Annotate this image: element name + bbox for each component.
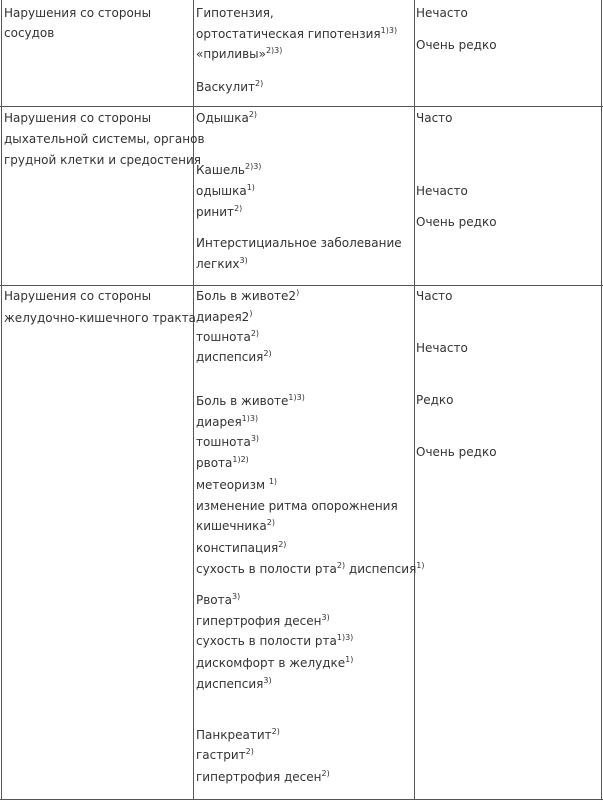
- effect-item: ринит$^{2)}$: [196, 204, 243, 219]
- effect-item: тошнота$^{2)}$: [196, 329, 260, 344]
- effect-item: тошнота$^{3)}$: [196, 434, 260, 449]
- effect-item: сухость в полости рта$^{2)}$ диспепсия$^{1)}$: [196, 561, 425, 576]
- column-divider-1: [193, 0, 194, 800]
- frequency-label: Очень редко: [416, 38, 497, 52]
- frequency-label: Редко: [416, 393, 454, 407]
- effect-item: констипация$^{2)}$: [196, 540, 287, 555]
- frequency-label: Очень редко: [416, 215, 497, 229]
- effect-item: легких$^{3)}$: [196, 256, 248, 271]
- effect-item: диспепсия$^{2)}$: [196, 349, 272, 364]
- effect-item: гастрит$^{2)}$: [196, 747, 254, 762]
- effect-item: Панкреатит$^{2)}$: [196, 727, 280, 742]
- effect-item: Рвота$^{3)}$: [196, 592, 241, 607]
- frequency-label: Часто: [416, 111, 453, 125]
- effect-item: рвота$^{1)2)}$: [196, 455, 249, 470]
- organ-class-label: Нарушения со стороны: [4, 111, 152, 125]
- effect-item: метеоризм $^{1)}$: [196, 477, 278, 492]
- column-divider-2: [414, 0, 415, 800]
- effect-item: кишечника$^{2)}$: [196, 518, 275, 533]
- row-divider-2: [0, 285, 603, 286]
- effect-item: Васкулит$^{2)}$: [196, 79, 264, 94]
- effect-item: Гипотензия,: [196, 6, 274, 20]
- effect-item: гипертрофия десен$^{2)}$: [196, 769, 330, 784]
- frequency-label: Часто: [416, 289, 453, 303]
- effect-item: диспепсия$^{3)}$: [196, 676, 272, 691]
- effect-item: Кашель$^{2)3)}$: [196, 162, 262, 177]
- effect-item: гипертрофия десен$^{3)}$: [196, 613, 330, 628]
- effect-item: диарея$^{1)3)}$: [196, 414, 259, 429]
- effect-item: сухость в полости рта$^{1)3)}$: [196, 633, 354, 648]
- organ-class-label: дыхательной системы, органов: [4, 132, 205, 146]
- effect-item: Боль в животе$^{1)3)}$: [196, 393, 305, 408]
- effect-item: одышка$^{1)}$: [196, 183, 255, 198]
- frequency-label: Нечасто: [416, 6, 468, 20]
- effect-item: Интерстициальное заболевание: [196, 236, 402, 250]
- organ-class-label: грудной клетки и средостения: [4, 153, 201, 167]
- effect-item: Одышка$^{2)}$: [196, 110, 258, 125]
- organ-class-label: Нарушения со стороны: [4, 6, 152, 20]
- effect-item: диарея2): [196, 309, 253, 324]
- organ-class-label: Нарушения со стороны: [4, 289, 152, 303]
- effect-item: «приливы»$^{2)3)}$: [196, 46, 283, 61]
- organ-class-label: желудочно-кишечного тракта: [4, 311, 196, 325]
- table-border-left: [1, 0, 2, 800]
- table-border-right: [601, 0, 602, 800]
- frequency-label: Нечасто: [416, 184, 468, 198]
- effect-item: ортостатическая гипотензия$^{1)3)}$: [196, 26, 398, 41]
- effect-item: изменение ритма опорожнения: [196, 499, 398, 513]
- frequency-label: Нечасто: [416, 341, 468, 355]
- organ-class-label: сосудов: [4, 26, 55, 40]
- effect-item: дискомфорт в желудке$^{1)}$: [196, 655, 354, 670]
- row-divider-1: [0, 106, 603, 107]
- frequency-label: Очень редко: [416, 445, 497, 459]
- effect-item: Боль в животе2): [196, 288, 300, 303]
